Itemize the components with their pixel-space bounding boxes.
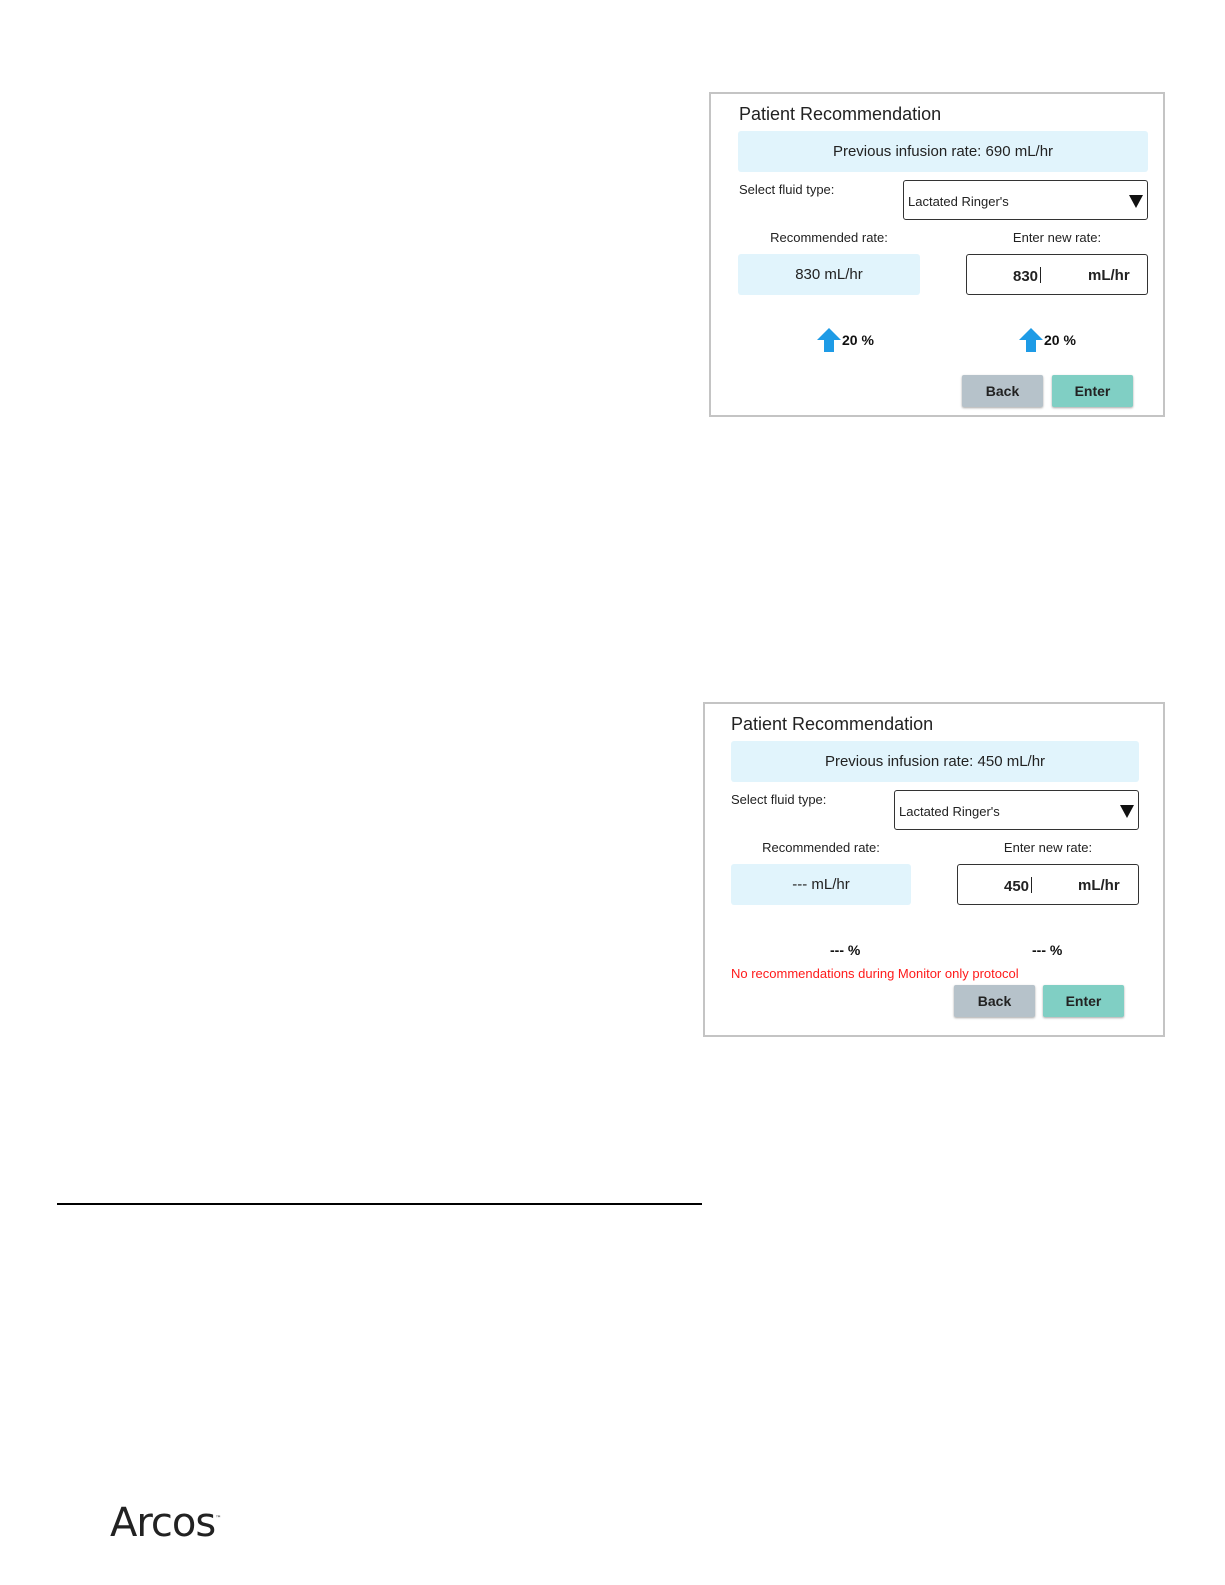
text-caret (1040, 267, 1041, 283)
up-arrow-icon (816, 327, 842, 353)
text-caret (1031, 877, 1032, 893)
dropdown-arrow-icon (1120, 805, 1134, 818)
back-button[interactable]: Back (954, 985, 1035, 1017)
recommended-rate-change (816, 327, 874, 353)
recommended-rate-value: --- mL/hr (731, 864, 911, 905)
fluid-type-dropdown[interactable] (903, 180, 1148, 220)
enter-button[interactable]: Enter (1052, 375, 1133, 407)
new-rate-unit: mL/hr (1088, 267, 1130, 284)
new-rate-change: --- % (1032, 942, 1063, 958)
recommended-rate-value: 830 mL/hr (738, 254, 920, 295)
new-rate-input[interactable] (957, 864, 1139, 905)
new-rate-input[interactable] (966, 254, 1148, 295)
panel-title: Patient Recommendation (731, 714, 934, 734)
recommended-rate-label: Recommended rate: (762, 840, 880, 855)
logo-text: Arcos (110, 1500, 216, 1546)
panel-title: Patient Recommendation (739, 104, 942, 124)
recommended-rate-label: Recommended rate: (770, 230, 888, 245)
horizontal-rule (57, 1203, 702, 1205)
new-rate-label: Enter new rate: (1003, 840, 1093, 855)
previous-infusion-rate: Previous infusion rate: 450 mL/hr (731, 741, 1139, 782)
recommended-rate-change: --- % (830, 942, 861, 958)
logo-trademark: ™ (215, 1515, 222, 1522)
fluid-type-label: Select fluid type: (731, 792, 827, 807)
patient-recommendation-panel-monitor (703, 702, 1165, 1037)
previous-infusion-rate: Previous infusion rate: 690 mL/hr (738, 131, 1148, 172)
new-rate-change-value: 20 % (1044, 332, 1076, 348)
up-arrow-icon (1018, 327, 1044, 353)
arcos-logo (110, 1500, 221, 1546)
dropdown-arrow-icon (1129, 195, 1143, 208)
new-rate-change (1018, 327, 1076, 353)
fluid-type-selected: Lactated Ringer's (899, 804, 1000, 819)
new-rate-value: 830 (1013, 268, 1039, 285)
monitor-only-warning: No recommendations during Monitor only protocol (731, 966, 1019, 981)
new-rate-unit: mL/hr (1078, 877, 1120, 894)
fluid-type-label: Select fluid type: (739, 182, 835, 197)
new-rate-label: Enter new rate: (1012, 230, 1102, 245)
recommended-change-value: 20 % (842, 332, 874, 348)
enter-button[interactable]: Enter (1043, 985, 1124, 1017)
new-rate-value: 450 (1004, 878, 1030, 895)
fluid-type-selected: Lactated Ringer's (908, 194, 1009, 209)
back-button[interactable]: Back (962, 375, 1043, 407)
fluid-type-dropdown[interactable] (894, 790, 1139, 830)
patient-recommendation-panel (709, 92, 1165, 417)
